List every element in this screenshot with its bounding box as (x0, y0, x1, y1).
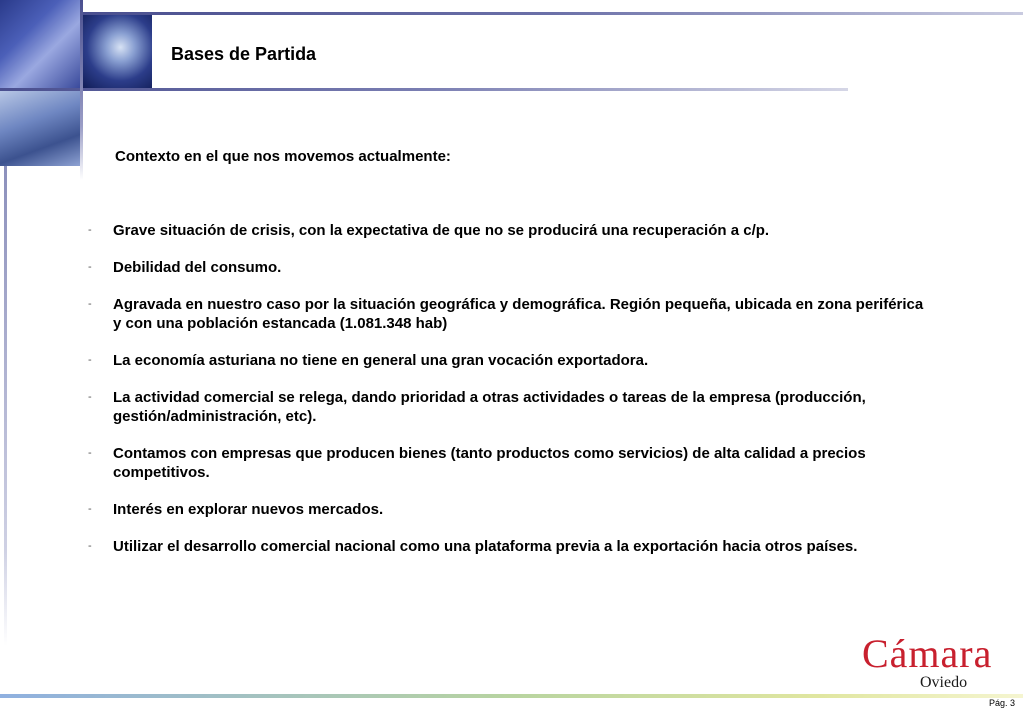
footer-divider (0, 694, 1023, 698)
bullet-text: Agravada en nuestro caso por la situación geográfica y demográfica. Región pequeña, ubicada en zona periférica y con una población estancada (1.081.348 hab) (113, 296, 924, 332)
bullet-item (88, 351, 928, 370)
bullet-dash: - (88, 298, 92, 310)
bullet-item (88, 500, 928, 519)
bullet-list (88, 221, 928, 574)
logo-wordmark: Cámara (862, 631, 993, 676)
top-divider (80, 12, 1023, 15)
bullet-item (88, 388, 928, 426)
left-divider (4, 166, 7, 646)
bullet-dash: - (88, 447, 92, 459)
header-vertical-divider (80, 0, 83, 180)
bullet-item (88, 537, 928, 556)
slide-subtitle: Contexto en el que nos movemos actualmente: (115, 148, 451, 165)
bullet-item (88, 295, 928, 333)
header-photo-globe (82, 14, 152, 88)
bullet-dash: - (88, 224, 92, 236)
bullet-dash: - (88, 540, 92, 552)
bullet-text: La economía asturiana no tiene en general una gran vocación exportadora. (113, 352, 649, 369)
bullet-text: Interés en explorar nuevos mercados. (113, 501, 384, 518)
camara-oviedo-logo (862, 632, 1022, 692)
bullet-item (88, 258, 928, 277)
bullet-item (88, 221, 928, 240)
slide-title: Bases de Partida (171, 44, 317, 64)
bullet-item (88, 444, 928, 482)
logo-city: Oviedo (920, 674, 968, 691)
bullet-dash: - (88, 391, 92, 403)
header-photo-office (0, 0, 80, 88)
bullet-text: Grave situación de crisis, con la expectativa de que no se producirá una recuperación a c/p. (113, 222, 770, 239)
page-number: Pág. 3 (988, 698, 1015, 708)
header-divider (0, 88, 848, 91)
bullet-dash: - (88, 503, 92, 515)
bullet-text: Utilizar el desarrollo comercial nacional como una plataforma previa a la exportación hacia otros países. (113, 538, 858, 555)
bullet-dash: - (88, 261, 92, 273)
header-photo-people (0, 90, 80, 166)
bullet-text: La actividad comercial se relega, dando prioridad a otras actividades o tareas de la empresa (producción, gestión/administración, etc). (113, 389, 866, 425)
bullet-dash: - (88, 354, 92, 366)
bullet-text: Debilidad del consumo. (113, 259, 282, 276)
bullet-text: Contamos con empresas que producen bienes (tanto productos como servicios) de alta calidad a precios competitivos. (113, 445, 866, 481)
